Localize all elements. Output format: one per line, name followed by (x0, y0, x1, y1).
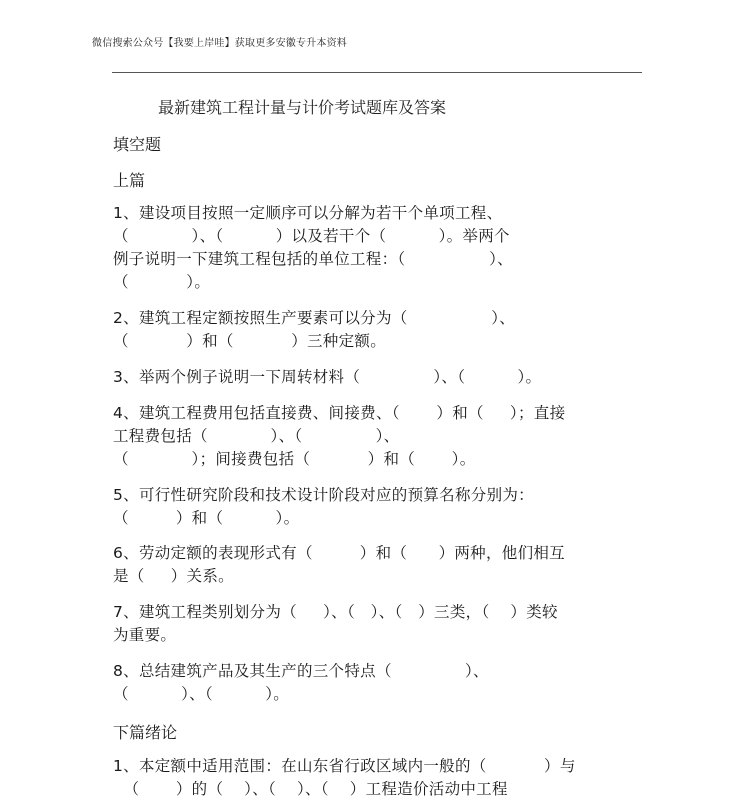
question-1-line: （ ）、（ ）以及若干个（ ）。举两个 (113, 227, 510, 245)
part-one-heading: 上篇 (113, 171, 146, 190)
part-two-heading: 下篇绪论 (113, 723, 178, 742)
question-3-line: 3、举两个例子说明一下周转材料（ ）、（ ）。 (113, 368, 542, 386)
question-8-line: （ ）、（ ）。 (113, 685, 290, 703)
header-divider (112, 72, 642, 73)
question-8-line: 8、总结建筑产品及其生产的三个特点（ ）、 (113, 662, 489, 680)
question-1-line: （ ）。 (113, 273, 211, 291)
question-7 (113, 601, 643, 647)
question-5-line: （ ）和（ ）。 (113, 509, 300, 527)
question-2-line: （ ）和（ ）三种定额。 (113, 332, 386, 350)
question-4 (113, 402, 643, 471)
part-two-question-1 (113, 755, 643, 801)
part-two-question-1-line: 1、本定额中适用范围：在山东省行政区域内一般的（ ）与 (113, 757, 576, 775)
question-4-line: 工程费包括（ ）、（ ）、 (113, 427, 400, 445)
question-8 (113, 660, 643, 706)
question-4-line: （ ）；间接费包括（ ）和（ ）。 (113, 450, 476, 468)
question-1-line: 1、建设项目按照一定顺序可以分解为若干个单项工程、 (113, 204, 503, 222)
question-1-line: 例子说明一下建筑工程包括的单位工程：（ ）、 (113, 250, 513, 268)
document-title: 最新建筑工程计量与计价考试题库及答案 (158, 98, 447, 117)
question-7-line: 为重要。 (113, 626, 177, 644)
question-5-line: 5、可行性研究阶段和技术设计阶段对应的预算名称分别为： (113, 486, 534, 504)
question-7-line: 7、建筑工程类别划分为（ ）、（ ）、（ ）三类，（ ）类较 (113, 603, 558, 621)
section-type-heading: 填空题 (113, 135, 162, 154)
question-3 (113, 366, 643, 389)
question-6 (113, 542, 643, 588)
question-5 (113, 484, 643, 530)
question-6-line: 6、劳动定额的表现形式有（ ）和（ ）两种，他们相互 (113, 544, 565, 562)
question-2-line: 2、建筑工程定额按照生产要素可以分为（ ）、 (113, 309, 516, 327)
question-2 (113, 307, 643, 353)
question-4-line: 4、建筑工程费用包括直接费、间接费、（ ）和（ ）；直接 (113, 404, 566, 422)
header-note: 微信搜索公众号【我要上岸哇】获取更多安徽专升本资料 (92, 38, 347, 49)
part-two-question-1-line: （ ）的（ ）、（ ）、（ ）工程造价活动中工程 (113, 780, 508, 798)
question-6-line: 是（ ）关系。 (113, 567, 234, 585)
question-1 (113, 202, 643, 294)
